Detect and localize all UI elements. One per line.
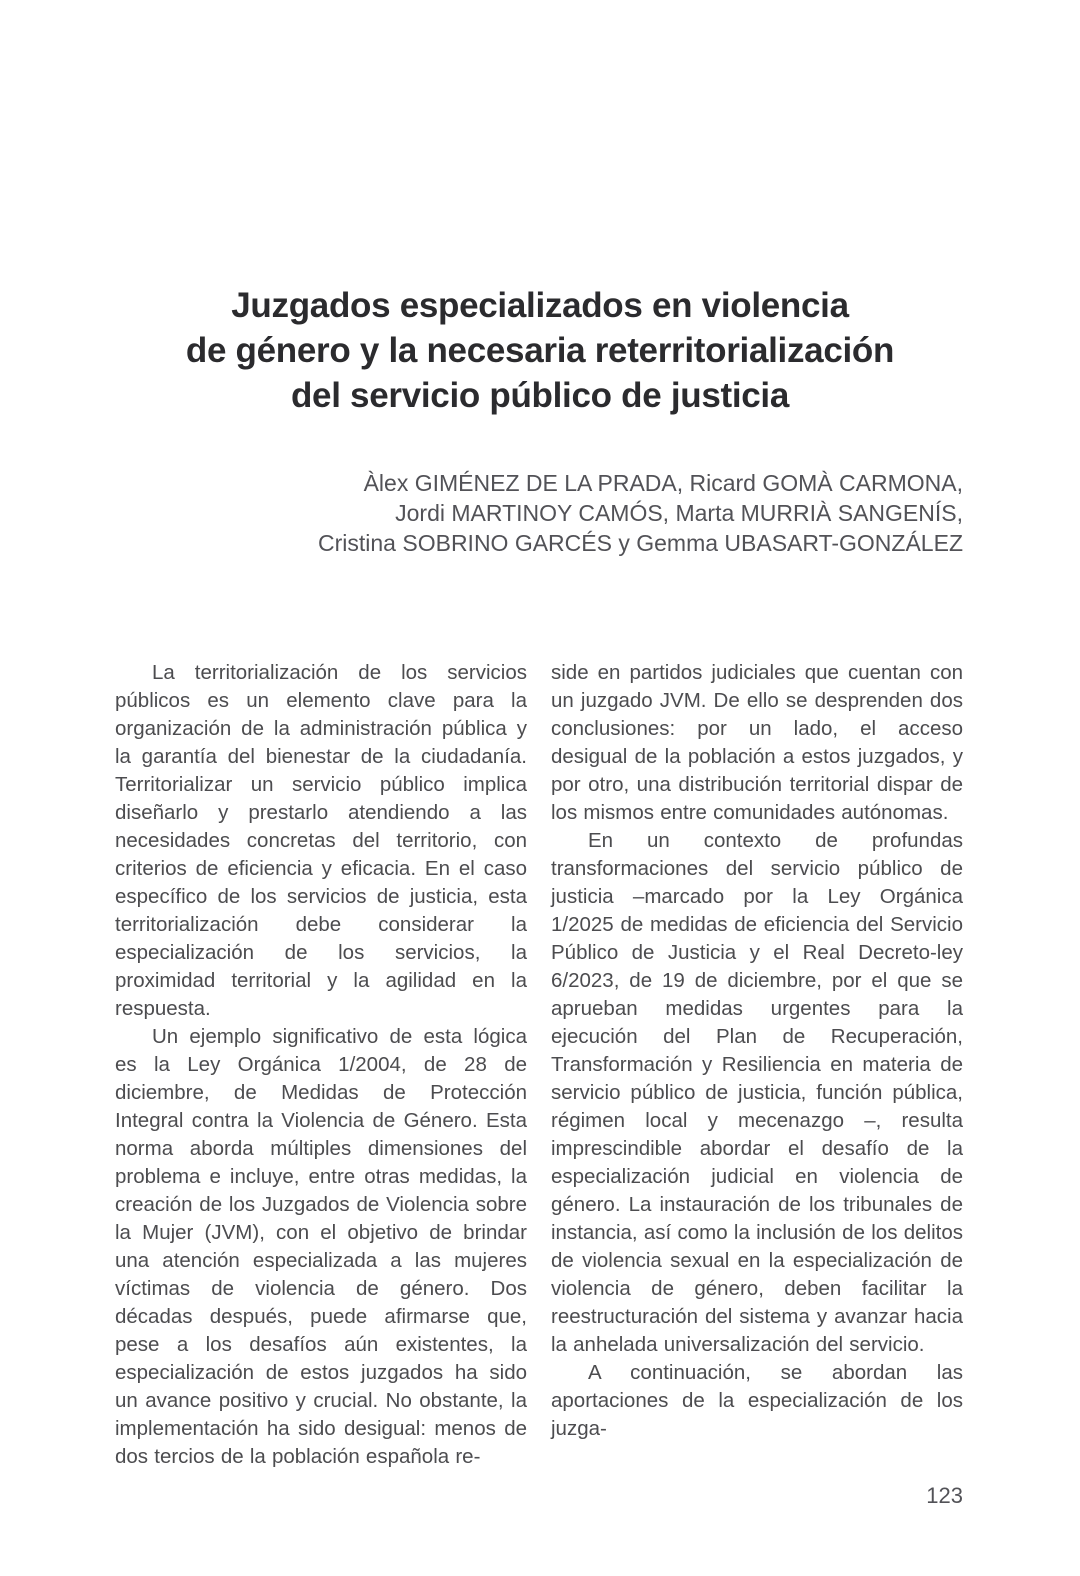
paragraph: En un contexto de profundas transformaciones del servicio público de justicia –marcado por la Ley Orgánica 1/2025 de medidas de eficiencia del Servicio Público de Justicia y el Real Decreto-ley 6/2023, de 19 de diciembre, por el que se aprueban medidas urgentes para la ejecución del Plan de Recuperación, Transformación y Resiliencia en materia de servicio público de justicia, función pública, régimen local y mecenazgo –, resulta imprescindible abordar el desafío de la especialización judicial en violencia de género. La instauración de los tribunales de instancia, así como la inclusión de los delitos de violencia sexual en la especialización de violencia de género, deben facilitar la reestructuración del sistema y avanzar hacia la anhelada universalización del servicio. (551, 829, 963, 1356)
title-line-3: del servicio público de justicia (290, 376, 790, 416)
paragraph: A continuación, se abordan las aportaciones de la especialización de los juzga- (551, 1361, 963, 1440)
authors-line-3: Cristina SOBRINO GARCÉS y Gemma UBASART-GONZÁLEZ (318, 530, 963, 556)
article-authors (115, 468, 963, 558)
page-number: 123 (926, 1483, 963, 1508)
paragraph: side en partidos judiciales que cuentan con un juzgado JVM. De ello se desprenden dos conclusiones: por un lado, el acceso desigual de la población a estos juzgados, y por otro, una distribución territorial dispar de los mismos entre comunidades autónomas. (551, 661, 963, 824)
column-left (115, 659, 527, 1471)
column-right (551, 659, 963, 1471)
paragraph: La territorialización de los servicios públicos es un elemento clave para la organización de la administración pública y la garantía del bienestar de la ciudadanía. Territorializar un servicio público implica diseñarlo y prestarlo atendiendo a las necesidades concretas del territorio, con criterios de eficiencia y eficacia. En el caso específico de los servicios de justicia, esta territorialización debe considerar la especialización de los servicios, la proximidad territorial y la agilidad en la respuesta. (115, 661, 527, 1020)
paragraph: Un ejemplo significativo de esta lógica es la Ley Orgánica 1/2004, de 28 de diciembre, de Medidas de Protección Integral contra la Violencia de Género. Esta norma aborda múltiples dimensiones del problema e incluye, entre otras medidas, la creación de los Juzgados de Violencia sobre la Mujer (JVM), con el objetivo de brindar una atención especializada a las mujeres víctimas de violencia de género. Dos décadas después, puede afirmarse que, pese a los desafíos aún existentes, la especialización de estos juzgados ha sido un avance positivo y crucial. No obstante, la implementación ha sido desigual: menos de dos tercios de la población española re- (115, 1025, 527, 1468)
article-title (60, 283, 1020, 418)
article-body (115, 659, 963, 1471)
title-line-2: de género y la necesaria reterritorialización (185, 331, 895, 371)
authors-line-2: Jordi MARTINOY CAMÓS, Marta MURRIÀ SANGENÍS, (395, 500, 963, 526)
title-line-1: Juzgados especializados en violencia (231, 286, 849, 326)
authors-line-1: Àlex GIMÉNEZ DE LA PRADA, Ricard GOMÀ CARMONA, (363, 470, 963, 496)
